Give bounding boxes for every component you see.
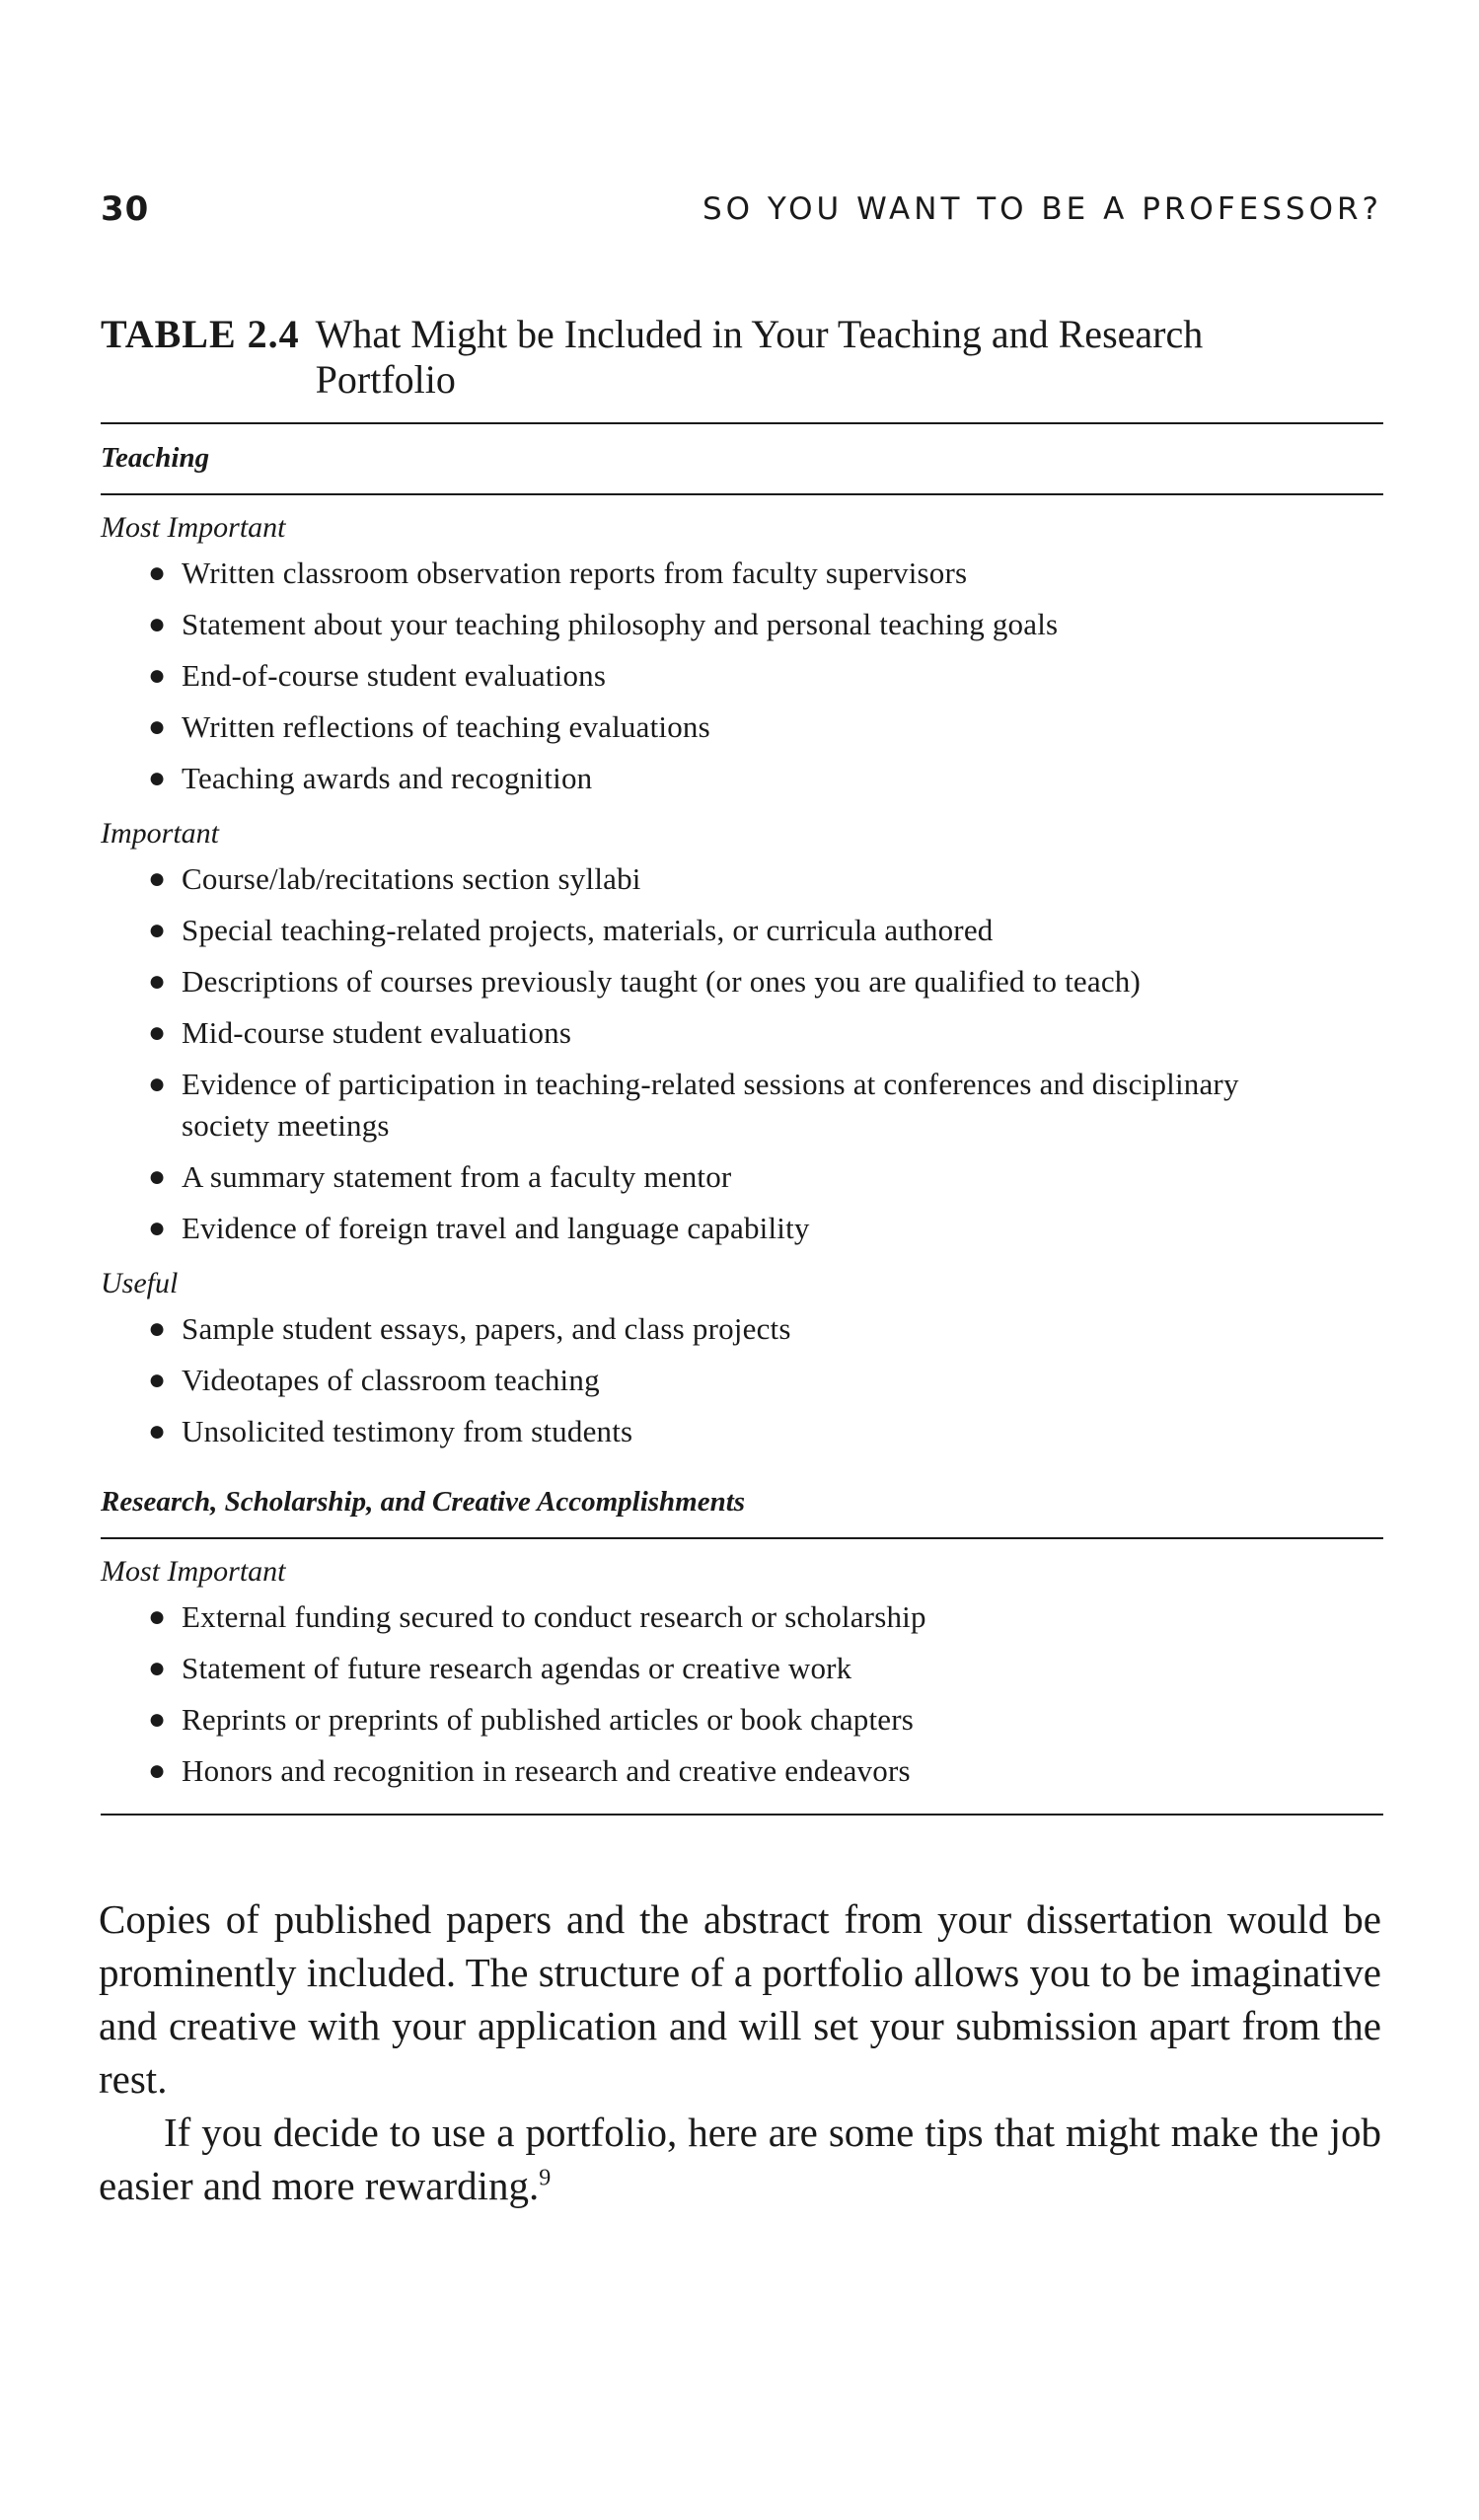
item-list bbox=[101, 858, 1383, 1249]
list-item: ● Written reflections of teaching evaluations bbox=[101, 706, 1383, 748]
table-section-teaching bbox=[101, 424, 1383, 1468]
bullet-icon: ● bbox=[148, 914, 167, 946]
list-item: ● A summary statement from a faculty mentor bbox=[101, 1156, 1383, 1198]
bullet-icon: ● bbox=[148, 1160, 167, 1193]
list-item: ● Statement about your teaching philosophy and personal teaching goals bbox=[101, 604, 1383, 645]
list-item: ● Honors and recognition in research and creative endeavors bbox=[101, 1750, 1383, 1792]
bullet-icon: ● bbox=[148, 1364, 167, 1396]
list-item: ● Teaching awards and recognition bbox=[101, 758, 1383, 799]
bullet-icon: ● bbox=[148, 762, 167, 794]
bullet-icon: ● bbox=[148, 1312, 167, 1345]
list-item: ● Descriptions of courses previously taught (or ones you are qualified to teach) bbox=[101, 961, 1383, 1002]
list-item: ● Evidence of participation in teaching-related sessions at conferences and disciplinary society meetings bbox=[101, 1064, 1383, 1147]
bullet-icon: ● bbox=[148, 1754, 167, 1787]
table-caption bbox=[101, 312, 1383, 403]
subheading: Important bbox=[101, 817, 219, 850]
table-section-research bbox=[101, 1468, 1383, 1808]
bullet-icon: ● bbox=[148, 710, 167, 743]
section-heading: Teaching bbox=[101, 424, 1383, 495]
item-list bbox=[101, 1596, 1383, 1792]
list-item: ● Special teaching-related projects, materials, or curricula authored bbox=[101, 910, 1383, 951]
list-item: ● Sample student essays, papers, and class projects bbox=[101, 1308, 1383, 1350]
page-number: 30 bbox=[101, 189, 150, 229]
list-item: ● External funding secured to conduct research or scholarship bbox=[101, 1596, 1383, 1638]
list-item: ● Unsolicited testimony from students bbox=[101, 1411, 1383, 1452]
running-header: SO YOU WANT TO BE A PROFESSOR? bbox=[702, 191, 1382, 227]
list-item: ● Statement of future research agendas or creative work bbox=[101, 1648, 1383, 1689]
table-bottom-rule bbox=[101, 1814, 1383, 1816]
footnote-reference[interactable]: 9 bbox=[539, 2165, 552, 2191]
bullet-icon: ● bbox=[148, 1703, 167, 1736]
table-title: What Might be Included in Your Teaching and Research Portfolio bbox=[315, 312, 1204, 402]
bullet-icon: ● bbox=[148, 862, 167, 895]
bullet-icon: ● bbox=[148, 1652, 167, 1684]
item-list bbox=[101, 1308, 1383, 1452]
bullet-icon: ● bbox=[148, 965, 167, 998]
section-heading: Research, Scholarship, and Creative Accomplishments bbox=[101, 1468, 1383, 1539]
list-item: ● Mid-course student evaluations bbox=[101, 1012, 1383, 1054]
list-item: ● Written classroom observation reports from faculty supervisors bbox=[101, 553, 1383, 594]
bullet-icon: ● bbox=[148, 556, 167, 589]
list-item: ● End-of-course student evaluations bbox=[101, 655, 1383, 697]
body-text bbox=[99, 1892, 1381, 2212]
subheading: Most Important bbox=[101, 511, 286, 544]
bullet-icon: ● bbox=[148, 1068, 167, 1100]
list-item: ● Evidence of foreign travel and language capability bbox=[101, 1208, 1383, 1249]
subheading: Useful bbox=[101, 1267, 179, 1299]
bullet-icon: ● bbox=[148, 1016, 167, 1049]
list-item: ● Reprints or preprints of published articles or book chapters bbox=[101, 1699, 1383, 1741]
paragraph: If you decide to use a portfolio, here are some tips that might make the job easier and more rewarding.$^9$ bbox=[99, 2110, 1381, 2208]
bullet-icon: ● bbox=[148, 608, 167, 640]
bullet-icon: ● bbox=[148, 659, 167, 692]
bullet-icon: ● bbox=[148, 1600, 167, 1633]
list-item: ● Course/lab/recitations section syllabi bbox=[101, 858, 1383, 900]
portfolio-table bbox=[101, 422, 1383, 1816]
bullet-icon: ● bbox=[148, 1415, 167, 1447]
bullet-icon: ● bbox=[148, 1212, 167, 1244]
paragraph: Copies of published papers and the abstract from your dissertation would be prominently included. The structure of a portfolio allows you to be imaginative and creative with your application and will set your submission apart from the rest. bbox=[99, 1896, 1381, 2102]
item-list bbox=[101, 553, 1383, 799]
list-item: ● Videotapes of classroom teaching bbox=[101, 1360, 1383, 1401]
table-label: TABLE 2.4 bbox=[101, 312, 300, 356]
subheading: Most Important bbox=[101, 1555, 286, 1588]
